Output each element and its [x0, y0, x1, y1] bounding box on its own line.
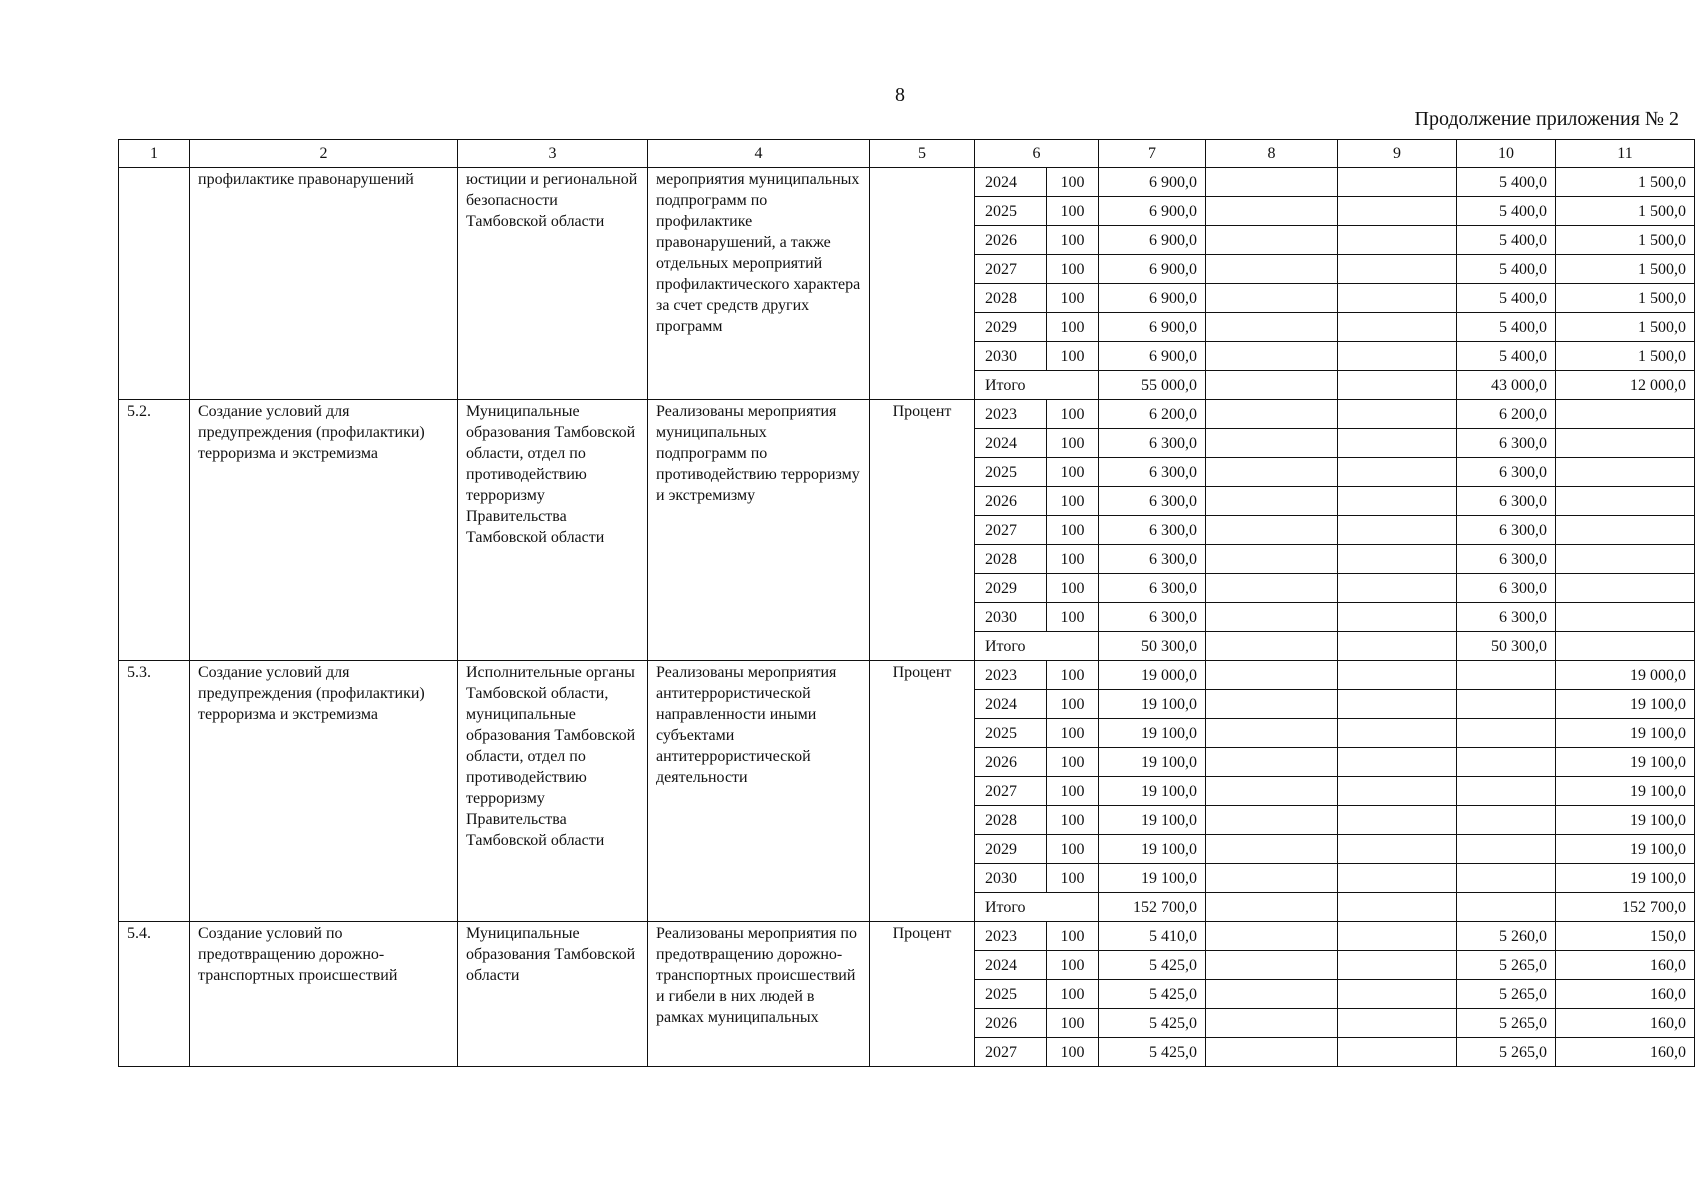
- amount-federal-cell: [1206, 980, 1338, 1009]
- total-regional-cell: [1338, 893, 1457, 922]
- percent-cell: 100: [1047, 835, 1099, 864]
- percent-cell: 100: [1047, 516, 1099, 545]
- amount-federal-cell: [1206, 545, 1338, 574]
- percent-cell: 100: [1047, 342, 1099, 371]
- total-local-cell: [1457, 893, 1556, 922]
- amount-other-cell: 19 100,0: [1556, 748, 1695, 777]
- amount-total-cell: 6 300,0: [1099, 603, 1206, 632]
- activity-name-cell: профилактике правонарушений: [190, 168, 458, 400]
- amount-other-cell: 1 500,0: [1556, 284, 1695, 313]
- result-cell: Реализованы мероприятия антитеррористической направленности иными субъектами антитеррористической деятельности: [648, 661, 870, 922]
- amount-other-cell: [1556, 603, 1695, 632]
- header-cell: 8: [1206, 140, 1338, 168]
- responsible-cell: Муниципальные образования Тамбовской области, отдел по противодействию терроризму Правительства Тамбовской области: [458, 400, 648, 661]
- amount-regional-cell: [1338, 197, 1457, 226]
- percent-cell: 100: [1047, 400, 1099, 429]
- percent-cell: 100: [1047, 719, 1099, 748]
- percent-cell: 100: [1047, 1038, 1099, 1067]
- amount-total-cell: 19 100,0: [1099, 690, 1206, 719]
- total-other-cell: 12 000,0: [1556, 371, 1695, 400]
- amount-total-cell: 5 425,0: [1099, 951, 1206, 980]
- year-cell: 2026: [975, 487, 1047, 516]
- amount-regional-cell: [1338, 429, 1457, 458]
- total-local-cell: 50 300,0: [1457, 632, 1556, 661]
- amount-regional-cell: [1338, 342, 1457, 371]
- header-cell: 9: [1338, 140, 1457, 168]
- amount-local-cell: [1457, 719, 1556, 748]
- amount-federal-cell: [1206, 951, 1338, 980]
- amount-local-cell: 6 300,0: [1457, 429, 1556, 458]
- amount-federal-cell: [1206, 777, 1338, 806]
- year-cell: 2028: [975, 806, 1047, 835]
- amount-total-cell: 19 100,0: [1099, 719, 1206, 748]
- amount-other-cell: 1 500,0: [1556, 168, 1695, 197]
- total-federal-cell: [1206, 893, 1338, 922]
- section-number-cell: [119, 168, 190, 400]
- header-cell: 7: [1099, 140, 1206, 168]
- total-amount-cell: 152 700,0: [1099, 893, 1206, 922]
- year-cell: 2027: [975, 777, 1047, 806]
- amount-other-cell: 19 100,0: [1556, 777, 1695, 806]
- amount-federal-cell: [1206, 603, 1338, 632]
- unit-cell: Процент: [870, 400, 975, 661]
- header-cell: 2: [190, 140, 458, 168]
- amount-total-cell: 6 900,0: [1099, 342, 1206, 371]
- amount-local-cell: 6 300,0: [1457, 603, 1556, 632]
- year-cell: 2029: [975, 313, 1047, 342]
- year-cell: 2025: [975, 719, 1047, 748]
- table-row: [119, 400, 1695, 429]
- amount-total-cell: 6 900,0: [1099, 255, 1206, 284]
- responsible-cell: Муниципальные образования Тамбовской области: [458, 922, 648, 1067]
- amount-local-cell: 5 265,0: [1457, 1038, 1556, 1067]
- amount-total-cell: 6 900,0: [1099, 313, 1206, 342]
- year-cell: 2027: [975, 516, 1047, 545]
- amount-total-cell: 19 100,0: [1099, 777, 1206, 806]
- percent-cell: 100: [1047, 545, 1099, 574]
- total-regional-cell: [1338, 371, 1457, 400]
- amount-other-cell: 19 100,0: [1556, 719, 1695, 748]
- total-label: Итого: [975, 632, 1099, 661]
- amount-regional-cell: [1338, 661, 1457, 690]
- amount-federal-cell: [1206, 458, 1338, 487]
- amount-federal-cell: [1206, 719, 1338, 748]
- amount-regional-cell: [1338, 1009, 1457, 1038]
- amount-federal-cell: [1206, 400, 1338, 429]
- unit-cell: Процент: [870, 661, 975, 922]
- amount-regional-cell: [1338, 748, 1457, 777]
- amount-other-cell: [1556, 574, 1695, 603]
- amount-federal-cell: [1206, 255, 1338, 284]
- amount-regional-cell: [1338, 980, 1457, 1009]
- amount-regional-cell: [1338, 168, 1457, 197]
- amount-other-cell: 1 500,0: [1556, 255, 1695, 284]
- amount-other-cell: 19 100,0: [1556, 806, 1695, 835]
- amount-regional-cell: [1338, 719, 1457, 748]
- table-row: [119, 168, 1695, 197]
- year-cell: 2025: [975, 197, 1047, 226]
- year-cell: 2026: [975, 748, 1047, 777]
- amount-total-cell: 19 100,0: [1099, 806, 1206, 835]
- amount-total-cell: 6 300,0: [1099, 487, 1206, 516]
- unit-cell: [870, 168, 975, 400]
- amount-local-cell: [1457, 748, 1556, 777]
- amount-total-cell: 6 300,0: [1099, 545, 1206, 574]
- percent-cell: 100: [1047, 458, 1099, 487]
- amount-federal-cell: [1206, 284, 1338, 313]
- amount-federal-cell: [1206, 226, 1338, 255]
- amount-local-cell: 5 400,0: [1457, 313, 1556, 342]
- amount-local-cell: [1457, 835, 1556, 864]
- percent-cell: 100: [1047, 864, 1099, 893]
- amount-federal-cell: [1206, 1038, 1338, 1067]
- year-cell: 2025: [975, 458, 1047, 487]
- activity-name-cell: Создание условий по предотвращению дорожно-транспортных происшествий: [190, 922, 458, 1067]
- amount-federal-cell: [1206, 429, 1338, 458]
- table-row: [119, 661, 1695, 690]
- amount-other-cell: 1 500,0: [1556, 313, 1695, 342]
- percent-cell: 100: [1047, 574, 1099, 603]
- amount-local-cell: 5 260,0: [1457, 922, 1556, 951]
- table-row: [119, 922, 1695, 951]
- amount-local-cell: [1457, 661, 1556, 690]
- amount-local-cell: 5 400,0: [1457, 168, 1556, 197]
- amount-total-cell: 5 425,0: [1099, 1038, 1206, 1067]
- amount-regional-cell: [1338, 777, 1457, 806]
- activity-name-cell: Создание условий для предупреждения (профилактики) терроризма и экстремизма: [190, 400, 458, 661]
- amount-federal-cell: [1206, 835, 1338, 864]
- total-label: Итого: [975, 893, 1099, 922]
- amount-local-cell: 5 400,0: [1457, 284, 1556, 313]
- amount-federal-cell: [1206, 690, 1338, 719]
- percent-cell: 100: [1047, 922, 1099, 951]
- header-cell: 5: [870, 140, 975, 168]
- amount-other-cell: [1556, 458, 1695, 487]
- amount-federal-cell: [1206, 864, 1338, 893]
- amount-other-cell: 1 500,0: [1556, 342, 1695, 371]
- year-cell: 2024: [975, 690, 1047, 719]
- section-number-cell: 5.4.: [119, 922, 190, 1067]
- amount-regional-cell: [1338, 458, 1457, 487]
- amount-other-cell: 1 500,0: [1556, 197, 1695, 226]
- amount-other-cell: 1 500,0: [1556, 226, 1695, 255]
- amount-regional-cell: [1338, 922, 1457, 951]
- amount-regional-cell: [1338, 400, 1457, 429]
- total-amount-cell: 50 300,0: [1099, 632, 1206, 661]
- amount-regional-cell: [1338, 951, 1457, 980]
- amount-other-cell: [1556, 487, 1695, 516]
- percent-cell: 100: [1047, 748, 1099, 777]
- amount-regional-cell: [1338, 603, 1457, 632]
- year-cell: 2025: [975, 980, 1047, 1009]
- amount-regional-cell: [1338, 574, 1457, 603]
- percent-cell: 100: [1047, 487, 1099, 516]
- year-cell: 2024: [975, 951, 1047, 980]
- amount-other-cell: [1556, 429, 1695, 458]
- amount-local-cell: 5 400,0: [1457, 226, 1556, 255]
- header-cell: 4: [648, 140, 870, 168]
- amount-federal-cell: [1206, 487, 1338, 516]
- year-cell: 2027: [975, 1038, 1047, 1067]
- amount-local-cell: [1457, 864, 1556, 893]
- amount-total-cell: 19 100,0: [1099, 835, 1206, 864]
- section-number-cell: 5.3.: [119, 661, 190, 922]
- amount-local-cell: 5 400,0: [1457, 255, 1556, 284]
- amount-regional-cell: [1338, 690, 1457, 719]
- percent-cell: 100: [1047, 313, 1099, 342]
- amount-local-cell: 6 300,0: [1457, 458, 1556, 487]
- percent-cell: 100: [1047, 806, 1099, 835]
- year-cell: 2030: [975, 342, 1047, 371]
- amount-local-cell: [1457, 777, 1556, 806]
- percent-cell: 100: [1047, 980, 1099, 1009]
- year-cell: 2023: [975, 661, 1047, 690]
- header-cell: 11: [1556, 140, 1695, 168]
- amount-federal-cell: [1206, 806, 1338, 835]
- total-regional-cell: [1338, 632, 1457, 661]
- amount-federal-cell: [1206, 661, 1338, 690]
- amount-regional-cell: [1338, 516, 1457, 545]
- percent-cell: 100: [1047, 690, 1099, 719]
- responsible-cell: юстиции и региональной безопасности Тамбовской области: [458, 168, 648, 400]
- amount-local-cell: 5 400,0: [1457, 197, 1556, 226]
- year-cell: 2024: [975, 168, 1047, 197]
- amount-federal-cell: [1206, 574, 1338, 603]
- responsible-cell: Исполнительные органы Тамбовской области, муниципальные образования Тамбовской области, отдел по противодействию терроризму Правительства Тамбовской области: [458, 661, 648, 922]
- amount-total-cell: 6 900,0: [1099, 197, 1206, 226]
- amount-federal-cell: [1206, 313, 1338, 342]
- total-federal-cell: [1206, 371, 1338, 400]
- amount-regional-cell: [1338, 835, 1457, 864]
- amount-other-cell: 150,0: [1556, 922, 1695, 951]
- amount-local-cell: 5 265,0: [1457, 951, 1556, 980]
- amount-total-cell: 19 000,0: [1099, 661, 1206, 690]
- amount-other-cell: 160,0: [1556, 1038, 1695, 1067]
- amount-local-cell: [1457, 806, 1556, 835]
- total-other-cell: 152 700,0: [1556, 893, 1695, 922]
- header-cell: 6: [975, 140, 1099, 168]
- amount-other-cell: 19 100,0: [1556, 835, 1695, 864]
- amount-total-cell: 6 300,0: [1099, 429, 1206, 458]
- amount-total-cell: 6 200,0: [1099, 400, 1206, 429]
- amount-total-cell: 5 425,0: [1099, 1009, 1206, 1038]
- amount-other-cell: [1556, 545, 1695, 574]
- year-cell: 2028: [975, 284, 1047, 313]
- amount-other-cell: 19 100,0: [1556, 864, 1695, 893]
- percent-cell: 100: [1047, 255, 1099, 284]
- amount-other-cell: [1556, 516, 1695, 545]
- amount-total-cell: 6 900,0: [1099, 226, 1206, 255]
- amount-regional-cell: [1338, 226, 1457, 255]
- header-cell: 1: [119, 140, 190, 168]
- year-cell: 2023: [975, 922, 1047, 951]
- year-cell: 2027: [975, 255, 1047, 284]
- amount-regional-cell: [1338, 806, 1457, 835]
- total-other-cell: [1556, 632, 1695, 661]
- amount-total-cell: 6 300,0: [1099, 458, 1206, 487]
- amount-regional-cell: [1338, 313, 1457, 342]
- percent-cell: 100: [1047, 168, 1099, 197]
- year-cell: 2026: [975, 1009, 1047, 1038]
- percent-cell: 100: [1047, 661, 1099, 690]
- amount-total-cell: 6 900,0: [1099, 168, 1206, 197]
- percent-cell: 100: [1047, 226, 1099, 255]
- amount-total-cell: 19 100,0: [1099, 748, 1206, 777]
- amount-local-cell: 6 300,0: [1457, 545, 1556, 574]
- total-amount-cell: 55 000,0: [1099, 371, 1206, 400]
- year-cell: 2030: [975, 603, 1047, 632]
- amount-local-cell: 6 300,0: [1457, 516, 1556, 545]
- amount-federal-cell: [1206, 168, 1338, 197]
- amount-local-cell: 5 265,0: [1457, 1009, 1556, 1038]
- amount-local-cell: 6 300,0: [1457, 574, 1556, 603]
- amount-federal-cell: [1206, 342, 1338, 371]
- header-cell: 10: [1457, 140, 1556, 168]
- percent-cell: 100: [1047, 284, 1099, 313]
- amount-regional-cell: [1338, 284, 1457, 313]
- year-cell: 2029: [975, 835, 1047, 864]
- percent-cell: 100: [1047, 603, 1099, 632]
- amount-regional-cell: [1338, 1038, 1457, 1067]
- amount-other-cell: 160,0: [1556, 1009, 1695, 1038]
- amount-total-cell: 5 410,0: [1099, 922, 1206, 951]
- total-federal-cell: [1206, 632, 1338, 661]
- amount-local-cell: 6 300,0: [1457, 487, 1556, 516]
- budget-table: [118, 139, 1695, 1067]
- amount-federal-cell: [1206, 922, 1338, 951]
- amount-total-cell: 6 300,0: [1099, 574, 1206, 603]
- amount-local-cell: [1457, 690, 1556, 719]
- percent-cell: 100: [1047, 951, 1099, 980]
- year-cell: 2030: [975, 864, 1047, 893]
- activity-name-cell: Создание условий для предупреждения (профилактики) терроризма и экстремизма: [190, 661, 458, 922]
- percent-cell: 100: [1047, 429, 1099, 458]
- total-local-cell: 43 000,0: [1457, 371, 1556, 400]
- amount-regional-cell: [1338, 864, 1457, 893]
- amount-other-cell: 160,0: [1556, 951, 1695, 980]
- amount-other-cell: 19 100,0: [1556, 690, 1695, 719]
- amount-regional-cell: [1338, 255, 1457, 284]
- year-cell: 2028: [975, 545, 1047, 574]
- year-cell: 2024: [975, 429, 1047, 458]
- amount-other-cell: 160,0: [1556, 980, 1695, 1009]
- amount-other-cell: [1556, 400, 1695, 429]
- amount-federal-cell: [1206, 748, 1338, 777]
- amount-federal-cell: [1206, 516, 1338, 545]
- year-cell: 2026: [975, 226, 1047, 255]
- header-cell: 3: [458, 140, 648, 168]
- result-cell: мероприятия муниципальных подпрограмм по профилактике правонарушений, а также отдельных мероприятий профилактического характера за счет средств других программ: [648, 168, 870, 400]
- amount-federal-cell: [1206, 1009, 1338, 1038]
- amount-regional-cell: [1338, 487, 1457, 516]
- amount-local-cell: 5 400,0: [1457, 342, 1556, 371]
- year-cell: 2023: [975, 400, 1047, 429]
- page-number: 8: [895, 84, 905, 106]
- amount-total-cell: 5 425,0: [1099, 980, 1206, 1009]
- percent-cell: 100: [1047, 777, 1099, 806]
- amount-total-cell: 6 300,0: [1099, 516, 1206, 545]
- percent-cell: 100: [1047, 197, 1099, 226]
- total-label: Итого: [975, 371, 1099, 400]
- amount-total-cell: 19 100,0: [1099, 864, 1206, 893]
- amount-federal-cell: [1206, 197, 1338, 226]
- result-cell: Реализованы мероприятия по предотвращению дорожно-транспортных происшествий и гибели в них людей в рамках муниципальных: [648, 922, 870, 1067]
- amount-local-cell: 6 200,0: [1457, 400, 1556, 429]
- header-row: [119, 140, 1695, 168]
- section-number-cell: 5.2.: [119, 400, 190, 661]
- result-cell: Реализованы мероприятия муниципальных подпрограмм по противодействию терроризму и экстремизму: [648, 400, 870, 661]
- year-cell: 2029: [975, 574, 1047, 603]
- appendix-title: Продолжение приложения № 2: [1414, 108, 1679, 130]
- amount-total-cell: 6 900,0: [1099, 284, 1206, 313]
- amount-other-cell: 19 000,0: [1556, 661, 1695, 690]
- unit-cell: Процент: [870, 922, 975, 1067]
- amount-regional-cell: [1338, 545, 1457, 574]
- percent-cell: 100: [1047, 1009, 1099, 1038]
- amount-local-cell: 5 265,0: [1457, 980, 1556, 1009]
